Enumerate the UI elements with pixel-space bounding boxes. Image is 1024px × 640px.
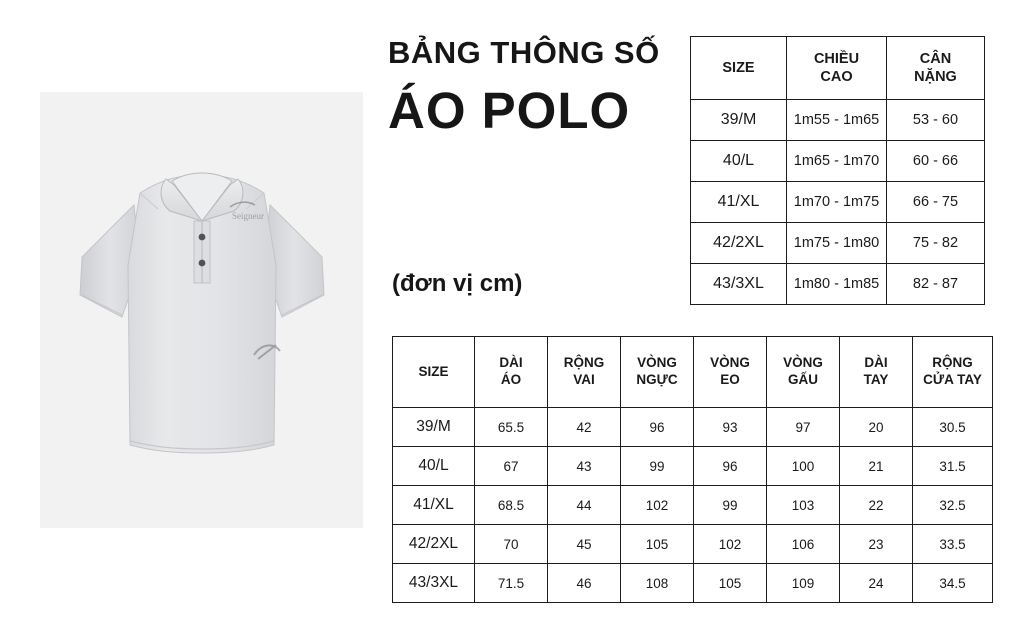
cell-hem: 109 <box>767 564 840 603</box>
height-weight-table <box>690 36 985 305</box>
page-title-line1: BẢNG THÔNG SỐ <box>388 35 660 70</box>
cell-weight: 66 - 75 <box>887 182 985 223</box>
cell-height: 1m80 - 1m85 <box>787 264 887 305</box>
table-row <box>691 182 985 223</box>
cell-weight: 82 - 87 <box>887 264 985 305</box>
cell-sleeve-length: 20 <box>840 408 913 447</box>
cell-size: 43/3XL <box>691 264 787 305</box>
cell-sleeve-length: 24 <box>840 564 913 603</box>
cell-shoulder-width: 44 <box>548 486 621 525</box>
unit-note: (đơn vị cm) <box>392 270 523 297</box>
table-header-row <box>393 337 993 408</box>
cell-body-length: 67 <box>475 447 548 486</box>
header-sleeve-length: DÀI TAY <box>840 337 913 408</box>
cell-hem: 97 <box>767 408 840 447</box>
table-row <box>691 100 985 141</box>
cell-size: 41/XL <box>393 486 475 525</box>
header-chest: VÒNG NGỰC <box>621 337 694 408</box>
cell-height: 1m70 - 1m75 <box>787 182 887 223</box>
table-row <box>393 447 993 486</box>
cell-sleeve-length: 21 <box>840 447 913 486</box>
cell-shoulder-width: 43 <box>548 447 621 486</box>
cell-body-length: 71.5 <box>475 564 548 603</box>
cell-chest: 99 <box>621 447 694 486</box>
cell-waist: 93 <box>694 408 767 447</box>
header-weight: CÂN NẶNG <box>887 37 985 100</box>
cell-cuff-width: 30.5 <box>913 408 993 447</box>
cell-cuff-width: 33.5 <box>913 525 993 564</box>
cell-size: 40/L <box>691 141 787 182</box>
cell-waist: 99 <box>694 486 767 525</box>
cell-sleeve-length: 23 <box>840 525 913 564</box>
cell-chest: 105 <box>621 525 694 564</box>
cell-size: 40/L <box>393 447 475 486</box>
cell-chest: 96 <box>621 408 694 447</box>
cell-cuff-width: 34.5 <box>913 564 993 603</box>
measurements-table <box>392 336 993 603</box>
cell-height: 1m65 - 1m70 <box>787 141 887 182</box>
table-row <box>691 264 985 305</box>
header-shoulder-width: RỘNG VAI <box>548 337 621 408</box>
table-row <box>691 141 985 182</box>
cell-chest: 102 <box>621 486 694 525</box>
cell-size: 39/M <box>393 408 475 447</box>
svg-text:Seigneur: Seigneur <box>231 211 264 221</box>
cell-size: 39/M <box>691 100 787 141</box>
table-row <box>691 223 985 264</box>
heading-block <box>388 36 678 141</box>
cell-size: 42/2XL <box>393 525 475 564</box>
cell-body-length: 65.5 <box>475 408 548 447</box>
header-hem: VÒNG GẤU <box>767 337 840 408</box>
cell-hem: 106 <box>767 525 840 564</box>
page-title-line2: ÁO POLO <box>388 82 631 140</box>
cell-weight: 53 - 60 <box>887 100 985 141</box>
table-row <box>393 408 993 447</box>
cell-shoulder-width: 46 <box>548 564 621 603</box>
polo-shirt-illustration <box>62 145 342 475</box>
cell-body-length: 68.5 <box>475 486 548 525</box>
cell-shoulder-width: 42 <box>548 408 621 447</box>
cell-size: 43/3XL <box>393 564 475 603</box>
cell-size: 41/XL <box>691 182 787 223</box>
cell-weight: 60 - 66 <box>887 141 985 182</box>
header-cuff-width: RỘNG CỬA TAY <box>913 337 993 408</box>
cell-cuff-width: 32.5 <box>913 486 993 525</box>
polo-shirt-svg <box>62 145 342 475</box>
header-height: CHIỀU CAO <box>787 37 887 100</box>
table-header-row <box>691 37 985 100</box>
header-size: SIZE <box>691 37 787 100</box>
cell-hem: 103 <box>767 486 840 525</box>
table-row <box>393 525 993 564</box>
cell-height: 1m55 - 1m65 <box>787 100 887 141</box>
cell-height: 1m75 - 1m80 <box>787 223 887 264</box>
header-body-length: DÀI ÁO <box>475 337 548 408</box>
cell-sleeve-length: 22 <box>840 486 913 525</box>
cell-waist: 102 <box>694 525 767 564</box>
cell-cuff-width: 31.5 <box>913 447 993 486</box>
cell-shoulder-width: 45 <box>548 525 621 564</box>
cell-waist: 105 <box>694 564 767 603</box>
cell-hem: 100 <box>767 447 840 486</box>
table-row <box>393 486 993 525</box>
cell-body-length: 70 <box>475 525 548 564</box>
header-size: SIZE <box>393 337 475 408</box>
product-photo <box>40 92 363 528</box>
cell-size: 42/2XL <box>691 223 787 264</box>
cell-chest: 108 <box>621 564 694 603</box>
cell-weight: 75 - 82 <box>887 223 985 264</box>
cell-waist: 96 <box>694 447 767 486</box>
table-row <box>393 564 993 603</box>
header-waist: VÒNG EO <box>694 337 767 408</box>
